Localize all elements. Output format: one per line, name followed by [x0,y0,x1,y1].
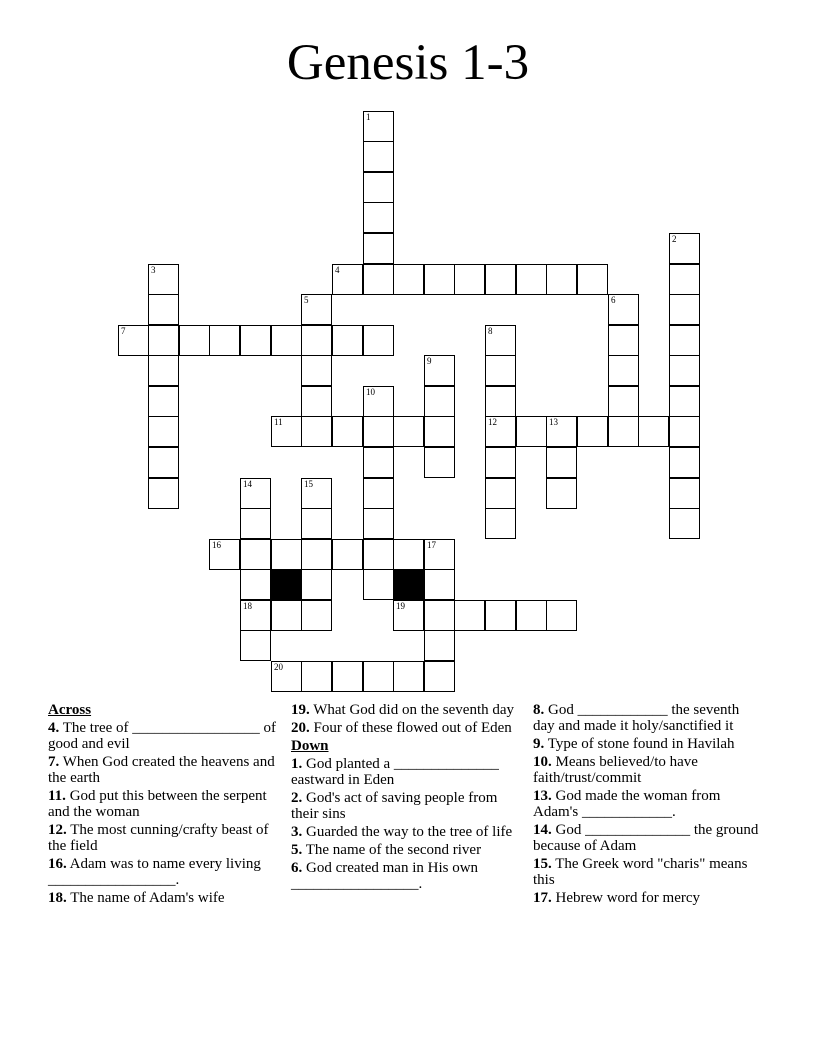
grid-cell[interactable] [516,416,547,447]
grid-cell[interactable] [271,600,302,631]
clue [291,860,521,892]
grid-cell[interactable] [363,539,394,570]
grid-cell[interactable] [638,416,669,447]
grid-cell[interactable] [301,569,332,600]
clue-number: 4 [335,265,340,275]
clue-text: Type of stone found in Havilah [544,736,735,752]
clue [291,790,521,822]
grid-cell[interactable] [301,325,332,356]
grid-cell[interactable] [669,478,700,509]
grid-cell[interactable] [577,416,608,447]
grid-cell[interactable] [363,325,394,356]
clue-number: 19 [396,601,405,611]
clue [48,754,278,786]
clue-text: God put this between the serpent and the woman [48,788,267,820]
clue-text: The name of the second river [302,842,482,858]
clue-number: 4. [48,720,60,736]
grid-cell[interactable] [363,478,394,509]
grid-cell[interactable] [424,600,455,631]
clue [48,856,278,888]
grid-cell[interactable] [209,539,240,570]
clue-text: The name of Adam's wife [66,890,225,906]
grid-cell[interactable] [393,661,424,692]
clue-number: 20. [291,720,310,736]
clue [533,736,763,752]
clue-number: 13. [533,788,552,804]
grid-cell[interactable] [424,386,455,417]
clue-number: 20 [274,662,283,672]
clue-number: 9 [427,356,432,366]
grid-cell[interactable] [424,416,455,447]
clue-number: 18. [48,890,67,906]
grid-cell[interactable] [669,233,700,264]
grid-cell[interactable] [669,355,700,386]
clue-number: 17 [427,540,436,550]
grid-cell[interactable] [363,416,394,447]
grid-cell[interactable] [393,264,424,295]
clue-column [291,702,521,894]
grid-cell[interactable] [209,325,240,356]
grid-cell[interactable] [240,539,271,570]
grid-cell[interactable] [148,264,179,295]
clue [48,890,278,906]
clue-text: God's act of saving people from their sins [291,790,498,822]
grid-cell[interactable] [485,508,516,539]
grid-cell[interactable] [148,355,179,386]
clue [533,702,763,734]
clue-number: 10 [366,387,375,397]
grid-cell[interactable] [608,294,639,325]
clue-number: 14. [533,822,552,838]
grid-cell[interactable] [546,447,577,478]
clue-text: When God created the heavens and the earth [48,754,275,786]
grid-cell[interactable] [240,508,271,539]
clue-number: 16. [48,856,67,872]
grid-cell[interactable] [332,325,363,356]
clue-number: 2. [291,790,303,806]
grid-cell[interactable] [424,630,455,661]
clue [533,822,763,854]
grid-cell[interactable] [485,264,516,295]
clue-text: The most cunning/crafty beast of the field [48,822,269,854]
clue-number: 9. [533,736,545,752]
black-cell [271,569,302,600]
grid-cell[interactable] [363,111,394,142]
clue-number: 13 [549,417,558,427]
clue-number: 17. [533,890,552,906]
grid-cell[interactable] [424,661,455,692]
grid-cell[interactable] [363,172,394,203]
grid-cell[interactable] [240,600,271,631]
grid-cell[interactable] [301,294,332,325]
clue [533,754,763,786]
clue-number: 6 [611,295,616,305]
clue-number: 5 [304,295,309,305]
grid-cell[interactable] [301,386,332,417]
clue [291,824,521,840]
clue-number: 2 [672,234,677,244]
clue-number: 3. [291,824,303,840]
grid-cell[interactable] [546,478,577,509]
clue-number: 11. [48,788,66,804]
clue-text: God ______________ the ground because of Adam [533,822,759,854]
clue-number: 16 [212,540,221,550]
grid-cell[interactable] [271,661,302,692]
grid-cell[interactable] [577,264,608,295]
grid-cell[interactable] [148,447,179,478]
grid-cell[interactable] [301,600,332,631]
clue-text: God ____________ the seventh day and made it holy/sanctified it [533,702,740,734]
grid-cell[interactable] [546,600,577,631]
grid-cell[interactable] [301,416,332,447]
grid-cell[interactable] [301,355,332,386]
grid-cell[interactable] [301,661,332,692]
grid-cell[interactable] [271,416,302,447]
grid-cell[interactable] [608,386,639,417]
grid-cell[interactable] [363,508,394,539]
grid-cell[interactable] [669,264,700,295]
grid-cell[interactable] [363,233,394,264]
grid-cell[interactable] [148,294,179,325]
clue [291,842,521,858]
clue-column [533,702,763,908]
clue [533,890,763,906]
grid-cell[interactable] [393,600,424,631]
clue-text: The tree of _________________ of good and evil [48,720,277,752]
grid-cell[interactable] [393,416,424,447]
clue-number: 19. [291,702,310,718]
grid-cell[interactable] [332,539,363,570]
clue-number: 8 [488,326,493,336]
clue-number: 15. [533,856,552,872]
clue-text: God made the woman from Adam's ____________. [533,788,721,820]
across-heading: Across [48,702,92,718]
grid-cell[interactable] [424,569,455,600]
grid-cell[interactable] [669,508,700,539]
clue-text: What God did on the seventh day [309,702,515,718]
grid-cell[interactable] [363,386,394,417]
grid-cell[interactable] [485,355,516,386]
clue-number: 3 [151,265,156,275]
grid-cell[interactable] [363,447,394,478]
grid-cell[interactable] [148,325,179,356]
clue [48,822,278,854]
grid-cell[interactable] [240,325,271,356]
clue-number: 1. [291,756,303,772]
grid-cell[interactable] [271,539,302,570]
grid-cell[interactable] [424,264,455,295]
grid-cell[interactable] [148,478,179,509]
clue-text: God planted a ______________ eastward in Eden [291,756,499,788]
grid-cell[interactable] [546,264,577,295]
grid-cell[interactable] [485,600,516,631]
clue [291,702,521,718]
grid-cell[interactable] [179,325,210,356]
grid-cell[interactable] [240,630,271,661]
grid-cell[interactable] [669,325,700,356]
clue-number: 12 [488,417,497,427]
grid-cell[interactable] [240,478,271,509]
grid-cell[interactable] [332,661,363,692]
clue [533,788,763,820]
grid-cell[interactable] [301,508,332,539]
grid-cell[interactable] [546,416,577,447]
clue-text: God created man in His own _________________. [291,860,479,892]
grid-cell[interactable] [424,355,455,386]
grid-cell[interactable] [301,478,332,509]
grid-cell[interactable] [608,325,639,356]
grid-cell[interactable] [363,264,394,295]
clue-column [48,702,278,908]
grid-cell[interactable] [516,264,547,295]
clue-text: Hebrew word for mercy [551,890,701,906]
grid-cell[interactable] [271,325,302,356]
grid-cell[interactable] [485,478,516,509]
clue-number: 18 [243,601,252,611]
clue [533,856,763,888]
grid-cell[interactable] [332,264,363,295]
page-title: Genesis 1-3 [286,35,530,91]
grid-cell[interactable] [393,539,424,570]
clue-number: 1 [366,112,371,122]
grid-cell[interactable] [301,539,332,570]
clue [291,720,521,736]
clue-number: 10. [533,754,552,770]
grid-cell[interactable] [148,386,179,417]
clue-number: 12. [48,822,67,838]
clue-number: 5. [291,842,303,858]
grid-cell[interactable] [454,264,485,295]
grid-cell[interactable] [669,386,700,417]
clue-text: Guarded the way to the tree of life [302,824,513,840]
clue-text: Adam was to name every living _________________. [48,856,261,888]
black-cell [393,569,424,600]
grid-cell[interactable] [669,447,700,478]
clue-number: 6. [291,860,303,876]
grid-cell[interactable] [363,141,394,172]
grid-cell[interactable] [424,447,455,478]
grid-cell[interactable] [485,325,516,356]
clue-number: 14 [243,479,252,489]
clue [48,720,278,752]
grid-cell[interactable] [669,294,700,325]
grid-cell[interactable] [608,416,639,447]
grid-cell[interactable] [454,600,485,631]
grid-cell[interactable] [363,661,394,692]
grid-cell[interactable] [148,416,179,447]
clue-text: The Greek word "charis" means this [533,856,748,888]
grid-cell[interactable] [485,416,516,447]
grid-cell[interactable] [332,416,363,447]
grid-cell[interactable] [485,447,516,478]
grid-cell[interactable] [669,416,700,447]
clue [291,756,521,788]
clue-text: Means believed/to have faith/trust/commit [533,754,698,786]
clue-number: 7. [48,754,60,770]
clue-number: 7 [121,326,126,336]
clue-number: 8. [533,702,545,718]
grid-cell[interactable] [118,325,149,356]
down-heading: Down [291,738,329,754]
grid-cell[interactable] [516,600,547,631]
grid-cell[interactable] [363,202,394,233]
clue-number: 15 [304,479,313,489]
grid-cell[interactable] [608,355,639,386]
grid-cell[interactable] [363,569,394,600]
grid-cell[interactable] [240,569,271,600]
clue-number: 11 [274,417,283,427]
clue-text: Four of these flowed out of Eden [309,720,512,736]
grid-cell[interactable] [424,539,455,570]
grid-cell[interactable] [485,386,516,417]
clue [48,788,278,820]
